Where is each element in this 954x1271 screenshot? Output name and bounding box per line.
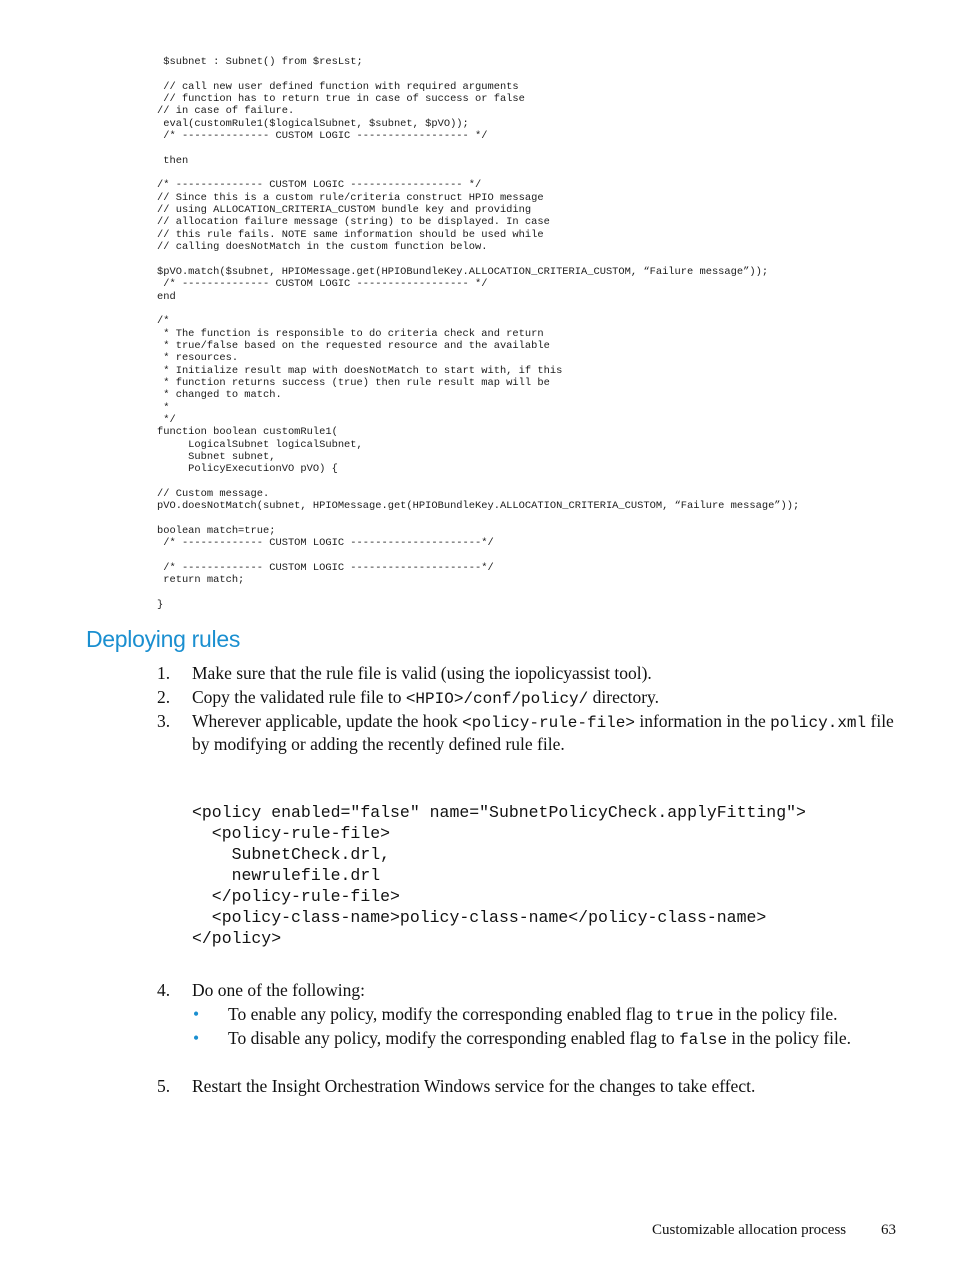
bullet-text-part: in the policy file. — [727, 1028, 852, 1048]
inline-code: <HPIO>/conf/policy/ — [405, 690, 589, 708]
step-text: Make sure that the rule file is valid (using the iopolicyassist tool). — [192, 663, 652, 683]
step-text-part: information in the — [634, 711, 771, 731]
step-number: 2. — [157, 687, 171, 707]
bullet-icon: • — [193, 1004, 200, 1024]
step-text-part: Wherever applicable, update the hook — [192, 711, 463, 731]
inline-code: true — [675, 1007, 714, 1025]
step-text-part: file by modifying or adding the recently defined rule file. — [192, 711, 894, 754]
page-number: 63 — [881, 1222, 896, 1238]
step-number: 4. — [157, 980, 171, 1000]
bullet-text-part: To enable any policy, modify the corresponding enabled flag to — [228, 1004, 676, 1024]
inline-code: false — [679, 1031, 728, 1049]
step-text — [192, 711, 902, 755]
bullet-text-part: To disable any policy, modify the corresponding enabled flag to — [228, 1028, 680, 1048]
section-heading: Deploying rules — [86, 626, 241, 652]
policy-xml-example: <policy enabled="false" name="SubnetPolicyCheck.applyFitting"> <policy-rule-file> SubnetCheck.drl, newrulefile.drl </policy-rule-file> <policy-class-name>policy-class-name</policy-class-name> </policy> — [192, 803, 806, 948]
inline-code: policy.xml — [770, 714, 867, 732]
step-text: Restart the Insight Orchestration Windows service for the changes to take effect. — [192, 1076, 756, 1096]
inline-code: <policy-rule-file> — [462, 714, 635, 732]
step-text: Do one of the following: — [192, 980, 366, 1000]
footer-section-title: Customizable allocation process — [652, 1222, 847, 1238]
bullet-text — [228, 1028, 908, 1051]
bullet-text — [228, 1004, 908, 1027]
step-number: 5. — [157, 1076, 171, 1096]
bullet-icon: • — [193, 1028, 200, 1048]
step-text-part: directory. — [588, 687, 660, 707]
bullet-text-part: in the policy file. — [713, 1004, 838, 1024]
rule-code-listing: $subnet : Subnet() from $resLst; // call new user defined function with required arguments // function has to return true in case of success or false // in case of failure. eval(customRule1($logicalSubnet, $subnet, $pVO)); /* -------------- CUSTOM LOGIC ------------------ */ then /* -------------- CUSTOM LOGIC ------------------ */ // Since this is a custom rule/criteria construct HPIO message // using ALLOCATION_CRITERIA_CUSTOM bundle key and providing // allocation failure message (string) to be displayed. In case // this rule fails. NOTE same information should be used while // calling doesNotMatch in the custom function below. $pVO.match($subnet, HPIOMessage.get(HPIOBundleKey.ALLOCATION_CRITERIA_CUSTOM, “Failure message”)); /* -------------- CUSTOM LOGIC ------------------ */ end /* * The function is responsible to do criteria check and return * true/false based on the requested resource and the available * resources. * Initialize result map with doesNotMatch to start with, if this * function returns success (true) then rule result map will be * changed to match. * */ function boolean customRule1( LogicalSubnet logicalSubnet, Subnet subnet, PolicyExecutionVO pVO) { // Custom message. pVO.doesNotMatch(subnet, HPIOMessage.get(HPIOBundleKey.ALLOCATION_CRITERIA_CUSTOM, “Failure message”)); boolean match=true; /* ------------- CUSTOM LOGIC ---------------------*/ /* ------------- CUSTOM LOGIC ---------------------*/ return match; } — [157, 56, 800, 612]
step-number: 3. — [157, 711, 171, 731]
step-text — [192, 687, 902, 710]
step-text-part: Copy the validated rule file to — [192, 687, 406, 707]
step-number: 1. — [157, 663, 171, 683]
